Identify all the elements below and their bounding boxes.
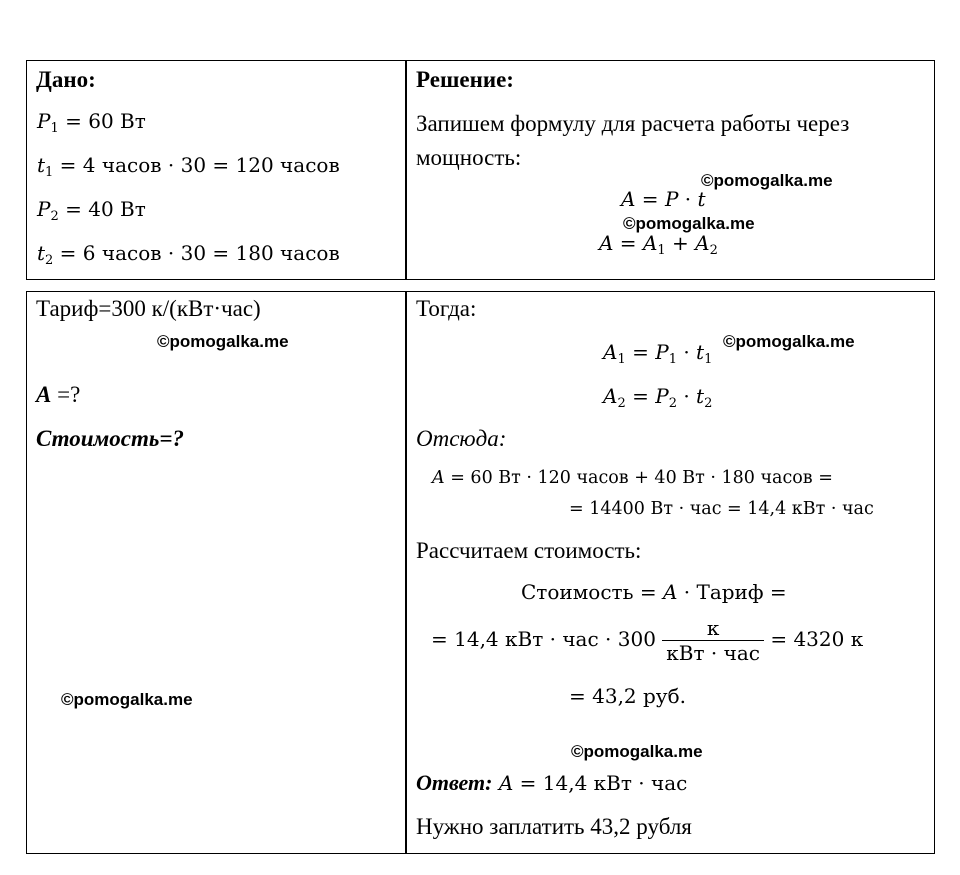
solution-intro-line1: Запишем формулу для расчета работы через (416, 111, 850, 136)
find-cost: Стоимость=? (36, 426, 185, 451)
given-p2: $P_2 = 40$ Вт (37, 197, 146, 224)
solution-heading: Решение: (416, 67, 514, 92)
formula-a1: $A_1 = P_1 \cdot t_1$ (603, 340, 713, 367)
calc-line-1: A = 60 Вт · 120 часов + 40 Вт · 180 часов = (432, 468, 833, 488)
watermark: ©pomogalka.me (723, 332, 855, 351)
cost-formula-1: Стоимость = A · Тариф = (521, 580, 787, 604)
given-solution-table-top (26, 60, 935, 280)
given-t2: $t_2 = 6$ часов · 30 = 180 часов (37, 241, 340, 268)
given-p1: $P_1 = 60$ Вт (37, 109, 146, 136)
column-divider (405, 292, 407, 853)
cost-formula-3: = 43,2 руб. (569, 684, 686, 708)
calc-line-2: = 14400 Вт · час = 14,4 кВт · час (569, 499, 874, 519)
payment-line: Нужно заплатить 43,2 рубля (416, 814, 692, 839)
watermark: ©pomogalka.me (623, 214, 755, 233)
given-solution-table-bottom (26, 291, 935, 854)
cost-intro: Рассчитаем стоимость: (416, 538, 642, 563)
watermark: ©pomogalka.me (157, 332, 289, 351)
formula-work-sum: $A = A_1 + A_2$ (599, 231, 718, 258)
watermark: ©pomogalka.me (701, 171, 833, 190)
watermark: ©pomogalka.me (61, 690, 193, 709)
formula-work-power: A = P · t (621, 187, 706, 211)
formula-a2: $A_2 = P_2 \cdot t_2$ (603, 384, 713, 411)
unit-fraction: $\frac{к}{\text{кВт · час}}$ (662, 616, 764, 665)
answer-line: Ответ: A = 14,4 кВт · час (416, 770, 688, 795)
hence-label: Отсюда: (416, 426, 507, 451)
column-divider (405, 61, 407, 279)
then-label: Тогда: (416, 296, 477, 321)
tariff: Тариф=300 к/(кВт·час) (36, 296, 261, 321)
given-heading: Дано: (36, 67, 96, 92)
find-work: A =? (36, 382, 81, 407)
watermark: ©pomogalka.me (571, 742, 703, 761)
solution-intro-line2: мощность: (416, 145, 522, 170)
given-t1: $t_1 = 4$ часов · 30 = 120 часов (37, 153, 340, 180)
cost-formula-2: = 14,4 кВт · час · 300 $\frac{к}{\text{кВт · час}}$ = 4320 к (431, 616, 864, 665)
